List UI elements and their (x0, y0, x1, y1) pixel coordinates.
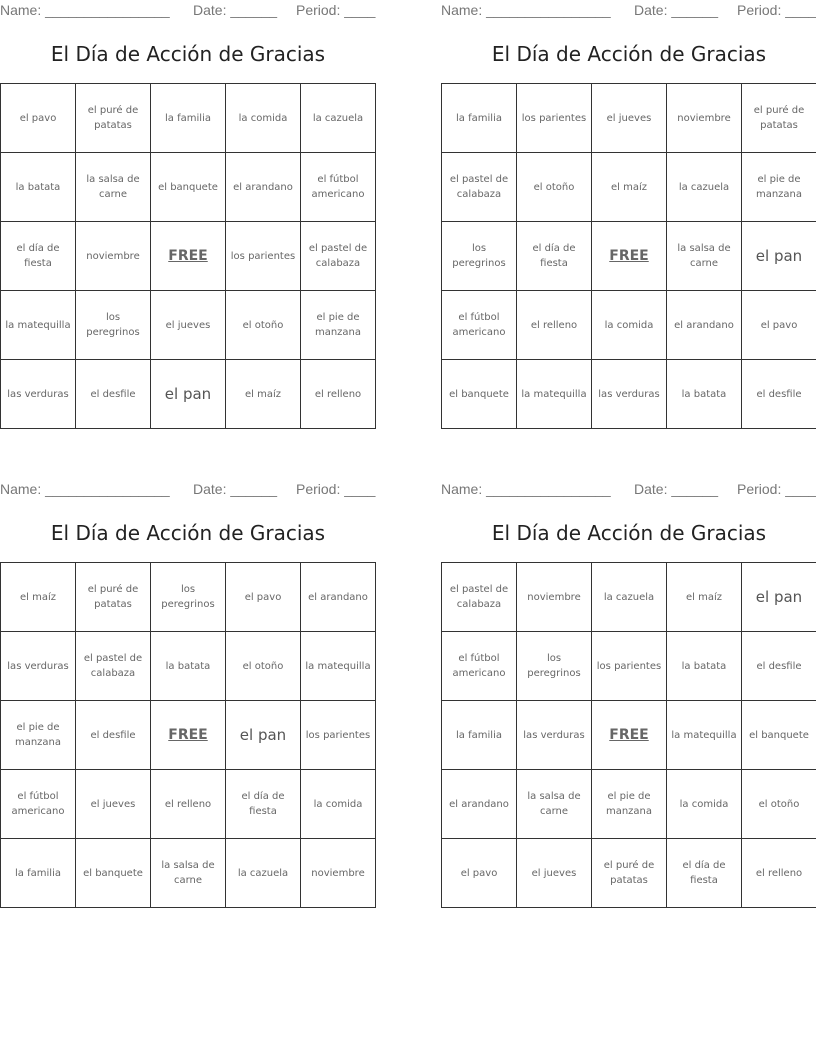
bingo-cell: los parientes (226, 222, 301, 291)
bingo-cell: la familia (151, 84, 226, 153)
bingo-cell: la familia (1, 839, 76, 908)
bingo-grid (441, 83, 816, 429)
bingo-cell: la matequilla (667, 701, 742, 770)
bingo-cell: el jueves (517, 839, 592, 908)
bingo-cell: la batata (667, 360, 742, 429)
grid-row (1, 222, 376, 291)
student-info-line (441, 481, 816, 499)
name-field: Name: ________________ (0, 2, 170, 18)
bingo-cell: la cazuela (301, 84, 376, 153)
bingo-cell: la familia (442, 701, 517, 770)
bingo-cell: el día de fiesta (667, 839, 742, 908)
grid-row (442, 839, 816, 908)
bingo-cell: el pastel de calabaza (442, 153, 517, 222)
bingo-cell: el maíz (226, 360, 301, 429)
card-title: El Día de Acción de Gracias (491, 42, 767, 66)
bingo-cell: los parientes (592, 632, 667, 701)
bingo-card-3 (0, 479, 376, 919)
bingo-cell: el desfile (76, 701, 151, 770)
bingo-cell: el banquete (76, 839, 151, 908)
bingo-cell: el pavo (442, 839, 517, 908)
bingo-cell: los peregrinos (442, 222, 517, 291)
bingo-cell: el fútbol americano (442, 632, 517, 701)
bingo-card-4 (441, 479, 816, 919)
date-field: Date: ______ (634, 481, 719, 497)
bingo-cell: el banquete (151, 153, 226, 222)
bingo-cell: las verduras (517, 701, 592, 770)
bingo-cell: el jueves (592, 84, 667, 153)
card-title: El Día de Acción de Gracias (50, 521, 326, 545)
bingo-cell: la comida (301, 770, 376, 839)
student-info-line (0, 2, 376, 20)
date-field: Date: ______ (193, 481, 278, 497)
grid-row (1, 839, 376, 908)
bingo-cell: el pastel de calabaza (76, 632, 151, 701)
bingo-cell: el arandano (226, 153, 301, 222)
bingo-cell: el pavo (742, 291, 816, 360)
grid-row (442, 222, 816, 291)
bingo-cell: la salsa de carne (151, 839, 226, 908)
period-field: Period: ____ (737, 2, 816, 18)
bingo-cell: el arandano (667, 291, 742, 360)
bingo-cell: las verduras (1, 360, 76, 429)
free-space-cell: FREE (151, 222, 226, 291)
bingo-cell: el maíz (667, 563, 742, 632)
student-info-line (0, 481, 376, 499)
bingo-card-1 (0, 0, 376, 440)
bingo-cell: el fútbol americano (301, 153, 376, 222)
bingo-cell: el puré de patatas (742, 84, 816, 153)
bingo-cell: noviembre (76, 222, 151, 291)
bingo-grid (0, 83, 376, 429)
grid-row (442, 632, 816, 701)
bingo-cell: la salsa de carne (76, 153, 151, 222)
bingo-cell: el fútbol americano (1, 770, 76, 839)
grid-row (1, 84, 376, 153)
grid-row (1, 563, 376, 632)
bingo-cell: los parientes (301, 701, 376, 770)
bingo-cell: las verduras (1, 632, 76, 701)
bingo-card-2 (441, 0, 816, 440)
bingo-cell: el pastel de calabaza (442, 563, 517, 632)
period-field: Period: ____ (737, 481, 816, 497)
bingo-cell: el otoño (742, 770, 816, 839)
bingo-cell: la matequilla (517, 360, 592, 429)
period-field: Period: ____ (296, 2, 376, 18)
grid-row (442, 84, 816, 153)
bingo-cell: la cazuela (667, 153, 742, 222)
bingo-cell: el pan (226, 701, 301, 770)
bingo-cell: el puré de patatas (76, 563, 151, 632)
grid-row (1, 701, 376, 770)
bingo-cell: la comida (667, 770, 742, 839)
grid-row (1, 770, 376, 839)
bingo-cell: el pie de manzana (1, 701, 76, 770)
bingo-cell: el arandano (301, 563, 376, 632)
name-field: Name: ________________ (441, 481, 611, 497)
bingo-cell: la cazuela (226, 839, 301, 908)
bingo-cell: el relleno (517, 291, 592, 360)
bingo-cell: el fútbol americano (442, 291, 517, 360)
bingo-cell: la familia (442, 84, 517, 153)
grid-row (442, 770, 816, 839)
name-field: Name: ________________ (441, 2, 611, 18)
bingo-cell: el día de fiesta (1, 222, 76, 291)
grid-row (442, 291, 816, 360)
bingo-cell: el jueves (76, 770, 151, 839)
grid-row (1, 153, 376, 222)
bingo-cell: el desfile (76, 360, 151, 429)
grid-row (442, 153, 816, 222)
bingo-cell: el relleno (742, 839, 816, 908)
bingo-cell: el puré de patatas (592, 839, 667, 908)
bingo-cell: el día de fiesta (517, 222, 592, 291)
bingo-cell: el maíz (592, 153, 667, 222)
free-space-cell: FREE (592, 701, 667, 770)
card-title: El Día de Acción de Gracias (491, 521, 767, 545)
period-field: Period: ____ (296, 481, 376, 497)
name-field: Name: ________________ (0, 481, 170, 497)
bingo-cell: la salsa de carne (517, 770, 592, 839)
bingo-cell: el banquete (742, 701, 816, 770)
bingo-cell: el desfile (742, 632, 816, 701)
bingo-grid (0, 562, 376, 908)
bingo-cell: el pie de manzana (301, 291, 376, 360)
grid-row (442, 360, 816, 429)
bingo-cell: el pavo (1, 84, 76, 153)
bingo-cell: los parientes (517, 84, 592, 153)
card-title: El Día de Acción de Gracias (50, 42, 326, 66)
bingo-cell: la batata (667, 632, 742, 701)
bingo-cell: los peregrinos (151, 563, 226, 632)
bingo-cell: el arandano (442, 770, 517, 839)
grid-row (442, 701, 816, 770)
grid-row (442, 563, 816, 632)
free-space-cell: FREE (592, 222, 667, 291)
bingo-cell: el pan (742, 563, 816, 632)
bingo-cell: el día de fiesta (226, 770, 301, 839)
bingo-cell: el pie de manzana (742, 153, 816, 222)
bingo-cell: noviembre (301, 839, 376, 908)
bingo-grid (441, 562, 816, 908)
grid-row (1, 360, 376, 429)
free-space-cell: FREE (151, 701, 226, 770)
grid-row (1, 291, 376, 360)
student-info-line (441, 2, 816, 20)
bingo-cell: el pan (151, 360, 226, 429)
bingo-cell: noviembre (667, 84, 742, 153)
bingo-cell: los peregrinos (517, 632, 592, 701)
bingo-cell: el otoño (517, 153, 592, 222)
date-field: Date: ______ (634, 2, 719, 18)
bingo-cell: la comida (592, 291, 667, 360)
bingo-cell: las verduras (592, 360, 667, 429)
bingo-cell: la matequilla (1, 291, 76, 360)
bingo-cell: el pastel de calabaza (301, 222, 376, 291)
bingo-cell: la matequilla (301, 632, 376, 701)
bingo-cell: el relleno (151, 770, 226, 839)
bingo-cell: la cazuela (592, 563, 667, 632)
bingo-cell: la comida (226, 84, 301, 153)
bingo-cell: la salsa de carne (667, 222, 742, 291)
bingo-cell: noviembre (517, 563, 592, 632)
bingo-cell: los peregrinos (76, 291, 151, 360)
bingo-cell: el otoño (226, 291, 301, 360)
bingo-cell: la batata (1, 153, 76, 222)
bingo-cell: el maíz (1, 563, 76, 632)
bingo-cell: el pie de manzana (592, 770, 667, 839)
date-field: Date: ______ (193, 2, 278, 18)
bingo-cell: el otoño (226, 632, 301, 701)
bingo-cell: el relleno (301, 360, 376, 429)
bingo-cell: el banquete (442, 360, 517, 429)
bingo-cell: el desfile (742, 360, 816, 429)
bingo-cell: el jueves (151, 291, 226, 360)
bingo-cell: la batata (151, 632, 226, 701)
bingo-cell: el pan (742, 222, 816, 291)
grid-row (1, 632, 376, 701)
bingo-cell: el pavo (226, 563, 301, 632)
bingo-cell: el puré de patatas (76, 84, 151, 153)
